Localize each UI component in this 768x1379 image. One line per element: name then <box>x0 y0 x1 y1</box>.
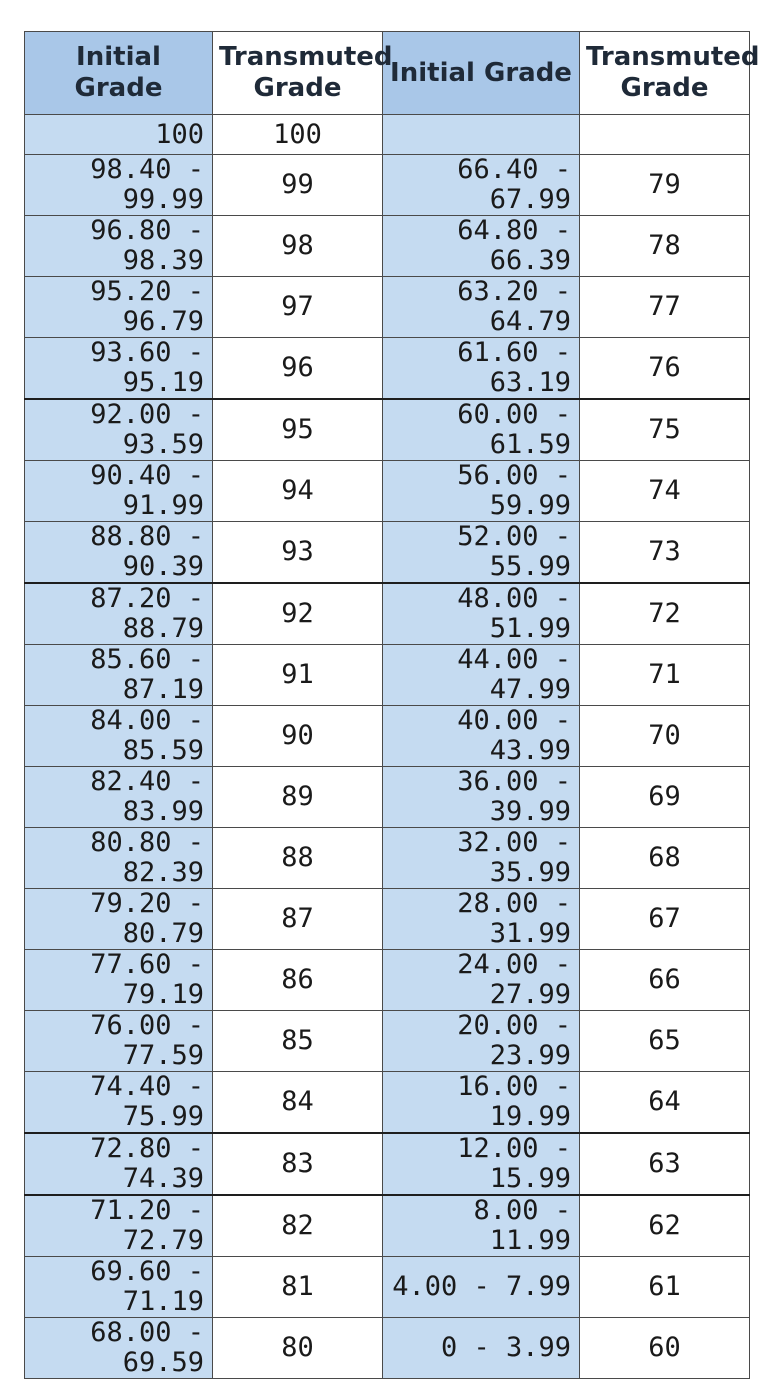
initial-grade-cell: 12.00 - 15.99 <box>383 1133 580 1195</box>
initial-grade-cell: 20.00 - 23.99 <box>383 1011 580 1072</box>
table-row <box>25 1318 750 1379</box>
transmuted-grade-cell: 94 <box>213 461 383 522</box>
initial-grade-cell: 74.40 - 75.99 <box>25 1072 213 1134</box>
table-body <box>25 115 750 1379</box>
table-row <box>25 338 750 400</box>
initial-grade-cell: 93.60 - 95.19 <box>25 338 213 400</box>
transmuted-grade-cell: 74 <box>580 461 750 522</box>
table-row <box>25 889 750 950</box>
initial-grade-cell: 63.20 - 64.79 <box>383 277 580 338</box>
initial-grade-cell: 24.00 - 27.99 <box>383 950 580 1011</box>
transmuted-grade-cell: 93 <box>213 522 383 584</box>
initial-grade-cell: 96.80 - 98.39 <box>25 216 213 277</box>
transmuted-grade-cell: 82 <box>213 1195 383 1257</box>
initial-grade-cell: 82.40 - 83.99 <box>25 767 213 828</box>
initial-grade-cell: 16.00 - 19.99 <box>383 1072 580 1134</box>
transmuted-grade-cell: 79 <box>580 155 750 216</box>
initial-grade-cell: 56.00 - 59.99 <box>383 461 580 522</box>
header-row <box>25 32 750 115</box>
initial-grade-cell: 44.00 - 47.99 <box>383 645 580 706</box>
transmuted-grade-cell: 95 <box>213 399 383 461</box>
initial-grade-cell: 32.00 - 35.99 <box>383 828 580 889</box>
initial-grade-cell: 28.00 - 31.99 <box>383 889 580 950</box>
transmuted-grade-cell: 98 <box>213 216 383 277</box>
transmuted-grade-cell: 69 <box>580 767 750 828</box>
initial-grade-cell: 87.20 - 88.79 <box>25 583 213 645</box>
initial-grade-cell: 52.00 - 55.99 <box>383 522 580 584</box>
table-row <box>25 155 750 216</box>
header-transmuted-grade-right: Transmuted Grade <box>580 32 750 115</box>
table-header <box>25 32 760 115</box>
transmuted-grade-cell: 90 <box>213 706 383 767</box>
transmuted-grade-cell: 84 <box>213 1072 383 1134</box>
initial-grade-cell: 68.00 - 69.59 <box>25 1318 213 1379</box>
transmutation-table-container <box>24 31 760 1379</box>
initial-grade-cell: 80.80 - 82.39 <box>25 828 213 889</box>
header-transmuted-grade-left: Transmuted Grade <box>213 32 383 115</box>
initial-grade-cell: 76.00 - 77.59 <box>25 1011 213 1072</box>
initial-grade-cell: 69.60 - 71.19 <box>25 1257 213 1318</box>
transmuted-grade-cell: 97 <box>213 277 383 338</box>
table-row <box>25 767 750 828</box>
table-row <box>25 1257 750 1318</box>
header-initial-grade-right: Initial Grade <box>383 32 580 115</box>
transmuted-grade-cell: 78 <box>580 216 750 277</box>
transmuted-grade-cell <box>580 115 750 155</box>
table-row <box>25 706 750 767</box>
table-row <box>25 1195 750 1257</box>
initial-grade-cell: 90.40 - 91.99 <box>25 461 213 522</box>
transmuted-grade-cell: 66 <box>580 950 750 1011</box>
initial-grade-cell: 61.60 - 63.19 <box>383 338 580 400</box>
transmuted-grade-cell: 89 <box>213 767 383 828</box>
table-row <box>25 1011 750 1072</box>
transmuted-grade-cell: 75 <box>580 399 750 461</box>
initial-grade-cell: 48.00 - 51.99 <box>383 583 580 645</box>
table-row <box>25 950 750 1011</box>
table-row <box>25 216 750 277</box>
initial-grade-cell: 64.80 - 66.39 <box>383 216 580 277</box>
transmuted-grade-cell: 96 <box>213 338 383 400</box>
initial-grade-cell: 77.60 - 79.19 <box>25 950 213 1011</box>
transmuted-grade-cell: 85 <box>213 1011 383 1072</box>
initial-grade-cell: 60.00 - 61.59 <box>383 399 580 461</box>
transmuted-grade-cell: 83 <box>213 1133 383 1195</box>
initial-grade-cell: 79.20 - 80.79 <box>25 889 213 950</box>
table-row <box>25 115 750 155</box>
transmuted-grade-cell: 70 <box>580 706 750 767</box>
initial-grade-cell: 95.20 - 96.79 <box>25 277 213 338</box>
initial-grade-cell: 71.20 - 72.79 <box>25 1195 213 1257</box>
transmuted-grade-cell: 99 <box>213 155 383 216</box>
header-initial-grade-left: Initial Grade <box>25 32 213 115</box>
transmuted-grade-cell: 77 <box>580 277 750 338</box>
transmuted-grade-cell: 81 <box>213 1257 383 1318</box>
initial-grade-cell: 100 <box>25 115 213 155</box>
initial-grade-cell: 0 - 3.99 <box>383 1318 580 1379</box>
initial-grade-cell: 84.00 - 85.59 <box>25 706 213 767</box>
transmuted-grade-cell: 73 <box>580 522 750 584</box>
initial-grade-cell: 88.80 - 90.39 <box>25 522 213 584</box>
table-row <box>25 828 750 889</box>
initial-grade-cell: 8.00 - 11.99 <box>383 1195 580 1257</box>
transmuted-grade-cell: 63 <box>580 1133 750 1195</box>
initial-grade-cell: 4.00 - 7.99 <box>383 1257 580 1318</box>
initial-grade-cell: 92.00 - 93.59 <box>25 399 213 461</box>
transmuted-grade-cell: 86 <box>213 950 383 1011</box>
transmuted-grade-cell: 91 <box>213 645 383 706</box>
transmuted-grade-cell: 76 <box>580 338 750 400</box>
table-row <box>25 522 750 584</box>
transmuted-grade-cell: 61 <box>580 1257 750 1318</box>
transmuted-grade-cell: 87 <box>213 889 383 950</box>
table-row <box>25 461 750 522</box>
table-row <box>25 645 750 706</box>
initial-grade-cell: 98.40 - 99.99 <box>25 155 213 216</box>
initial-grade-cell: 72.80 - 74.39 <box>25 1133 213 1195</box>
table-row <box>25 1072 750 1134</box>
table-row <box>25 399 750 461</box>
transmuted-grade-cell: 100 <box>213 115 383 155</box>
transmuted-grade-cell: 65 <box>580 1011 750 1072</box>
initial-grade-cell: 40.00 - 43.99 <box>383 706 580 767</box>
transmuted-grade-cell: 64 <box>580 1072 750 1134</box>
initial-grade-cell: 85.60 - 87.19 <box>25 645 213 706</box>
transmuted-grade-cell: 80 <box>213 1318 383 1379</box>
transmuted-grade-cell: 60 <box>580 1318 750 1379</box>
transmuted-grade-cell: 71 <box>580 645 750 706</box>
initial-grade-cell: 66.40 - 67.99 <box>383 155 580 216</box>
initial-grade-cell: 36.00 - 39.99 <box>383 767 580 828</box>
transmuted-grade-cell: 88 <box>213 828 383 889</box>
initial-grade-cell <box>383 115 580 155</box>
transmuted-grade-cell: 67 <box>580 889 750 950</box>
transmuted-grade-cell: 68 <box>580 828 750 889</box>
transmuted-grade-cell: 72 <box>580 583 750 645</box>
table-row <box>25 583 750 645</box>
transmuted-grade-cell: 62 <box>580 1195 750 1257</box>
table-row <box>25 277 750 338</box>
table-row <box>25 1133 750 1195</box>
transmutation-table <box>24 31 760 1379</box>
transmuted-grade-cell: 92 <box>213 583 383 645</box>
